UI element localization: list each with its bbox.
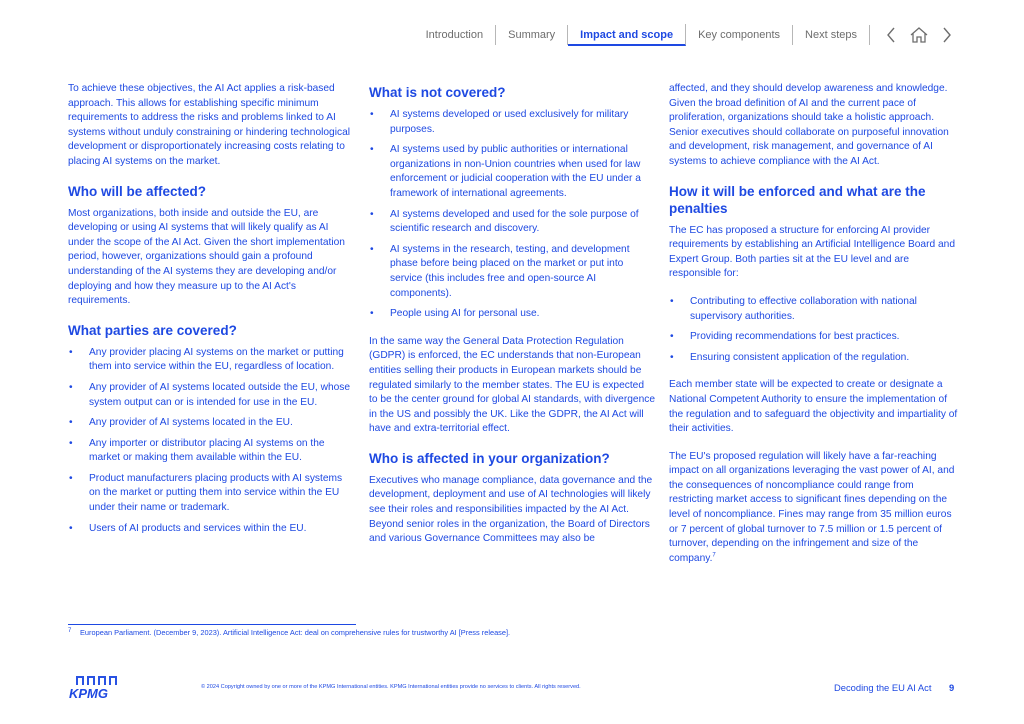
not-covered-list [369,108,655,322]
org-affected-heading: Who is affected in your organization? [369,450,610,466]
penalties-text: The EU's proposed regulation will likely have a far-reaching impact on all organizations leveraging the vast power of AI, and the consequences of noncompliance could range from restricting market access to significant fines depending on the level of noncompliance. Fines may range from 35 million euros or 7 percent of global turnover to 7.5 million or 1.5 percent of turnover, depending on the infringement and size of the company. [669,450,955,564]
nav-tab-summary[interactable]: Summary [496,25,568,45]
chevron-left-icon[interactable] [880,24,902,46]
list-item: • AI systems developed or used exclusively for military purposes. [369,108,655,137]
who-affected-heading: Who will be affected? [68,183,207,199]
nav-tab-key-components[interactable]: Key components [686,25,793,45]
column-right [669,82,959,579]
footnote-reference[interactable]: 7 [712,552,716,559]
continued-paragraph: affected, and they should develop awareness and knowledge. Given the broad definition of AI and the current pace of proliferation, organizations should take a holistic approach. Senior executives should collaborate on purposeful innovation and development, risk management, and governance of AI systems to achieve compliance with the AI Act. [669,83,949,167]
intro-paragraph: To achieve these objectives, the AI Act applies a risk-based approach. This allows for establishing specific minimum requirements to address the risks and problems linked to AI systems without unduly constraining or hindering technological development or disproportionately increasing costs relating to placing AI systems on the market. [68,83,351,167]
list-item: • Contributing to effective collaboration with national supervisory authorities. [669,295,959,324]
footnote-number: 7 [68,628,72,634]
parties-covered-list [68,346,356,537]
enforcement-list [669,295,959,365]
list-item: • Any provider of AI systems located outside the EU, whose system output can or is intended for use in the EU. [68,381,356,410]
who-affected-paragraph: Most organizations, both inside and outside the EU, are developing or using AI systems that will likely qualify as AI under the scope of the AI Act. Given the short implementation period, however, organizations should gain a profound understanding of the AI systems they are developing and/or deploying and how they measure up to the AI Act's requirements. [68,207,345,307]
footnote-text: European Parliament. (December 9, 2023). Artificial Intelligence Act: deal on comprehensive rules for trustworthy AI [Press release]. [80,628,511,637]
footnote [68,628,510,637]
kpmg-logo [68,675,124,699]
member-state-paragraph: Each member state will be expected to create or designate a National Competent Authority to ensure the implementation of the regulation and to safeguard the objectivity and impartiality of their activities. [669,379,958,435]
nav-tab-next-steps[interactable]: Next steps [793,25,870,45]
org-affected-paragraph: Executives who manage compliance, data governance and the development, deployment and use of AI technologies will likely see their roles and responsibilities impacted by the AI Act. Beyond senior roles in the organization, the Board of Directors and various Governance Committees may also be [369,474,653,545]
list-item: • Providing recommendations for best practices. [669,330,959,345]
top-navigation [426,24,964,46]
not-covered-heading: What is not covered? [369,85,506,100]
list-item: • Any provider placing AI systems on the market or putting them into service within the EU, regardless of location. [68,346,356,375]
document-title: Decoding the EU AI Act [834,682,932,693]
copyright-notice: © 2024 Copyright owned by one or more of the KPMG International entities. KPMG International entities provide no services to clients. All rights reserved. [201,684,581,690]
column-middle [369,84,655,560]
penalties-paragraph [669,450,959,567]
list-item: • Any importer or distributor placing AI systems on the market or making them available within the EU. [68,437,356,466]
gdpr-paragraph: In the same way the General Data Protection Regulation (GDPR) is enforced, the EC understands that non-European entities selling their products in European markets should be regulated similarly to the member states. The EU is expected to be the center ground for global AI standards, with divergence in the US and possibly the UK. Like the GDPR, the AI Act will have and extra-territorial effect. [369,335,655,435]
list-item: • Product manufacturers placing products with AI systems on the market or putting them into service within the EU under their name or trademark. [68,472,356,516]
list-item: • AI systems used by public authorities or international organizations in non-Union countries when used for law enforcement or judicial cooperation with the EU under a framework of international agreements. [369,143,655,201]
enforcement-heading: How it will be enforced and what are the penalties [669,183,926,216]
nav-tab-impact-and-scope[interactable]: Impact and scope [568,24,686,46]
nav-tab-introduction[interactable]: Introduction [426,25,496,45]
list-item: • AI systems in the research, testing, and development phase before being placed on the market or put into service (this includes free and open-source AI components). [369,243,655,301]
chevron-right-icon[interactable] [936,24,958,46]
list-item: • Ensuring consistent application of the regulation. [669,351,959,366]
list-item: • Users of AI products and services within the EU. [68,522,356,537]
home-icon[interactable] [908,24,930,46]
footnote-divider [68,624,356,625]
column-left [68,82,356,549]
list-item: • AI systems developed and used for the sole purpose of scientific research and discovery. [369,208,655,237]
list-item: • Any provider of AI systems located in the EU. [68,416,356,431]
svg-text:KPMG: KPMG [69,686,108,699]
enforcement-paragraph: The EC has proposed a structure for enforcing AI provider requirements by establishing an Artificial Intelligence Board and Expert Group. Both parties sit at the EU level and are responsible for: [669,224,955,280]
list-item: • People using AI for personal use. [369,307,655,322]
parties-covered-heading: What parties are covered? [68,322,237,338]
page-number: 9 [949,682,955,693]
nav-icon-group [880,24,964,46]
